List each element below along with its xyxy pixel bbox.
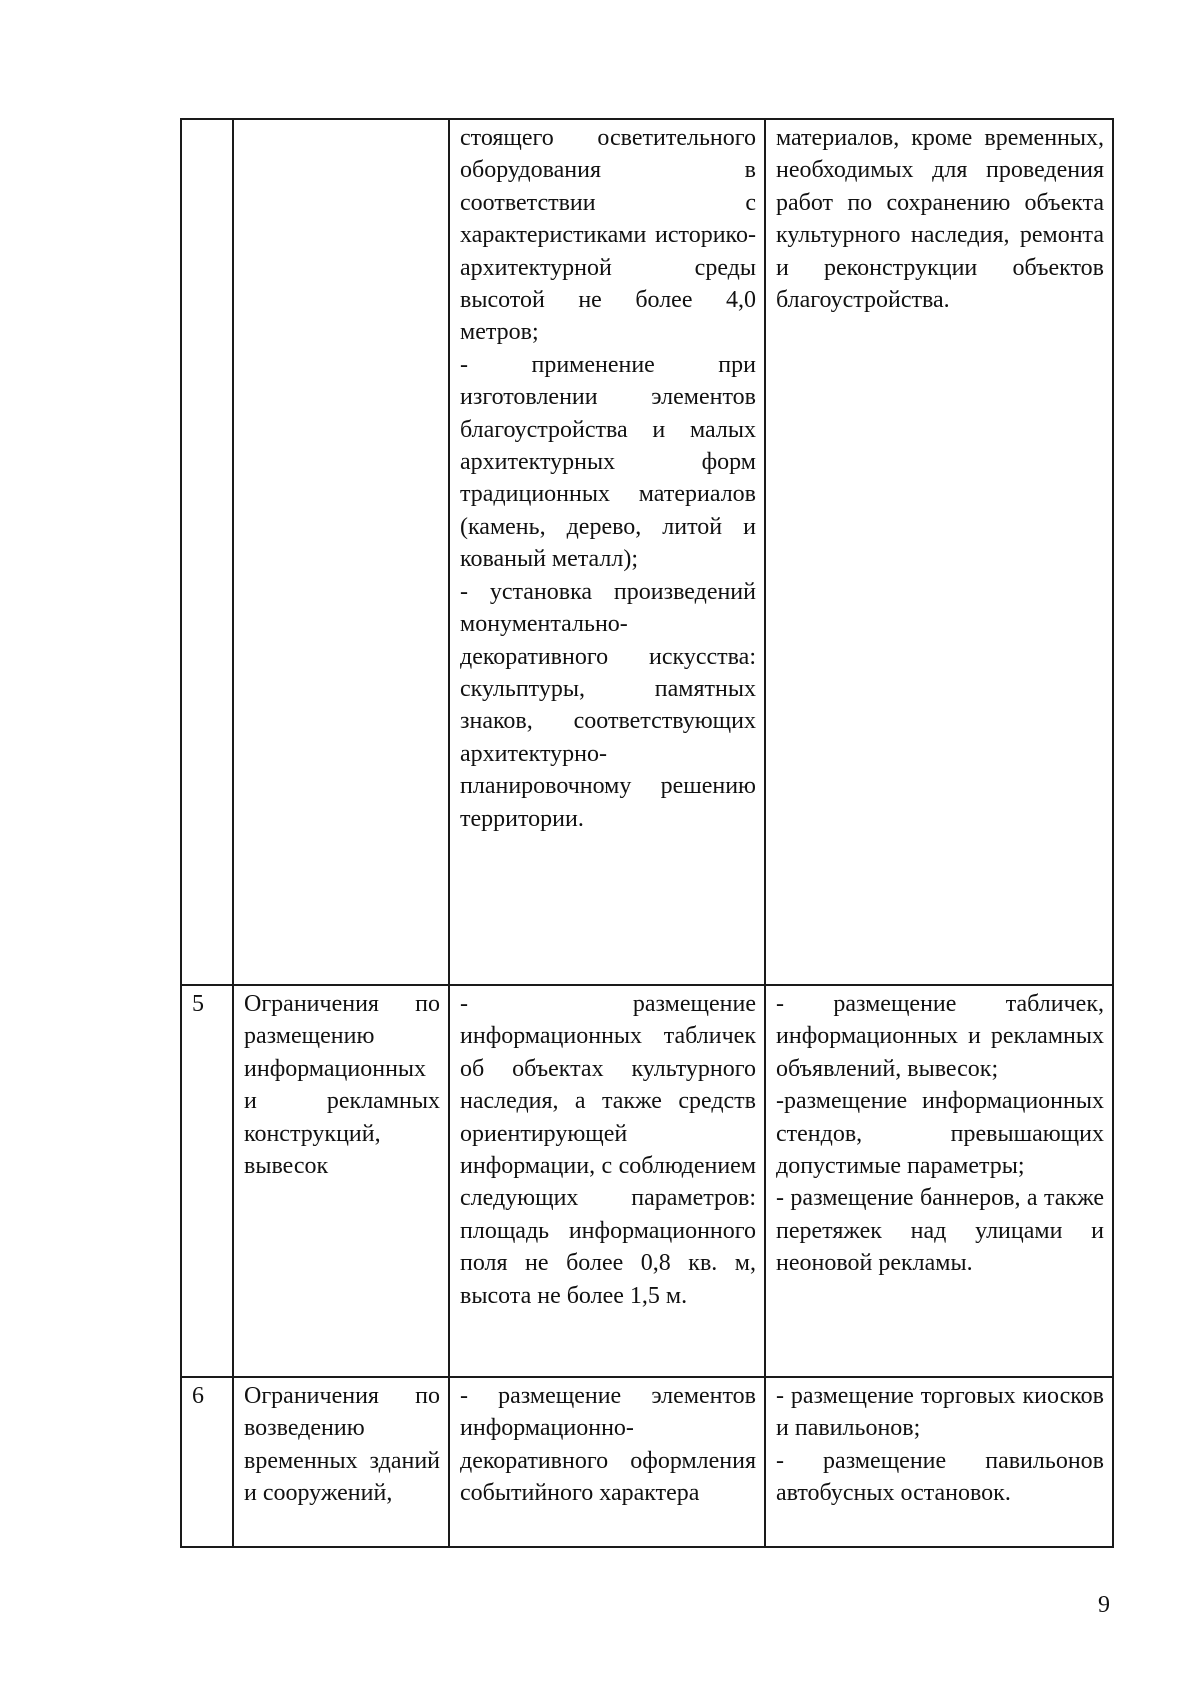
- row-number-cell: 6: [181, 1377, 233, 1547]
- permitted-cell: - размещение элементов информационно-декоративного оформления событийного характера: [449, 1377, 765, 1547]
- table-row: [181, 1377, 1113, 1547]
- row-number-cell: 5: [181, 985, 233, 1377]
- row-number-cell: [181, 119, 233, 985]
- permitted-cell: стоящего осветительного оборудования в соответствии с характеристиками историко-архитектурной среды высотой не более 4,0 метров; - применение при изготовлении элементов благоустройства и малых архитектурных форм традиционных материалов (камень, дерево, литой и кованый металл); - установка произведений монументально-декоративного искусства: скульптуры, памятных знаков, соответствующих архитектурно-планировочному решению территории.: [449, 119, 765, 985]
- restriction-title-cell: Ограничения по размещению информационных и рекламных конструкций, вывесок: [233, 985, 449, 1377]
- restrictions-table: [180, 118, 1114, 1548]
- table-row: [181, 985, 1113, 1377]
- prohibited-cell: - размещение табличек, информационных и рекламных объявлений, вывесок; -размещение информационных стендов, превышающих допустимые параметры; - размещение баннеров, а также перетяжек над улицами и неоновой рекламы.: [765, 985, 1113, 1377]
- page-number: 9: [1098, 1592, 1110, 1618]
- restriction-title-cell: [233, 119, 449, 985]
- prohibited-cell: материалов, кроме временных, необходимых для проведения работ по сохранению объекта культурного наследия, ремонта и реконструкции объектов благоустройства.: [765, 119, 1113, 985]
- permitted-cell: - размещение информационных табличек об объектах культурного наследия, а также средств ориентирующей информации, с соблюдением следующих параметров: площадь информационного поля не более 0,8 кв. м, высота не более 1,5 м.: [449, 985, 765, 1377]
- restriction-title-cell: Ограничения по возведению временных зданий и сооружений,: [233, 1377, 449, 1547]
- table-row: [181, 119, 1113, 985]
- prohibited-cell: - размещение торговых киосков и павильонов; - размещение павильонов автобусных остановок.: [765, 1377, 1113, 1547]
